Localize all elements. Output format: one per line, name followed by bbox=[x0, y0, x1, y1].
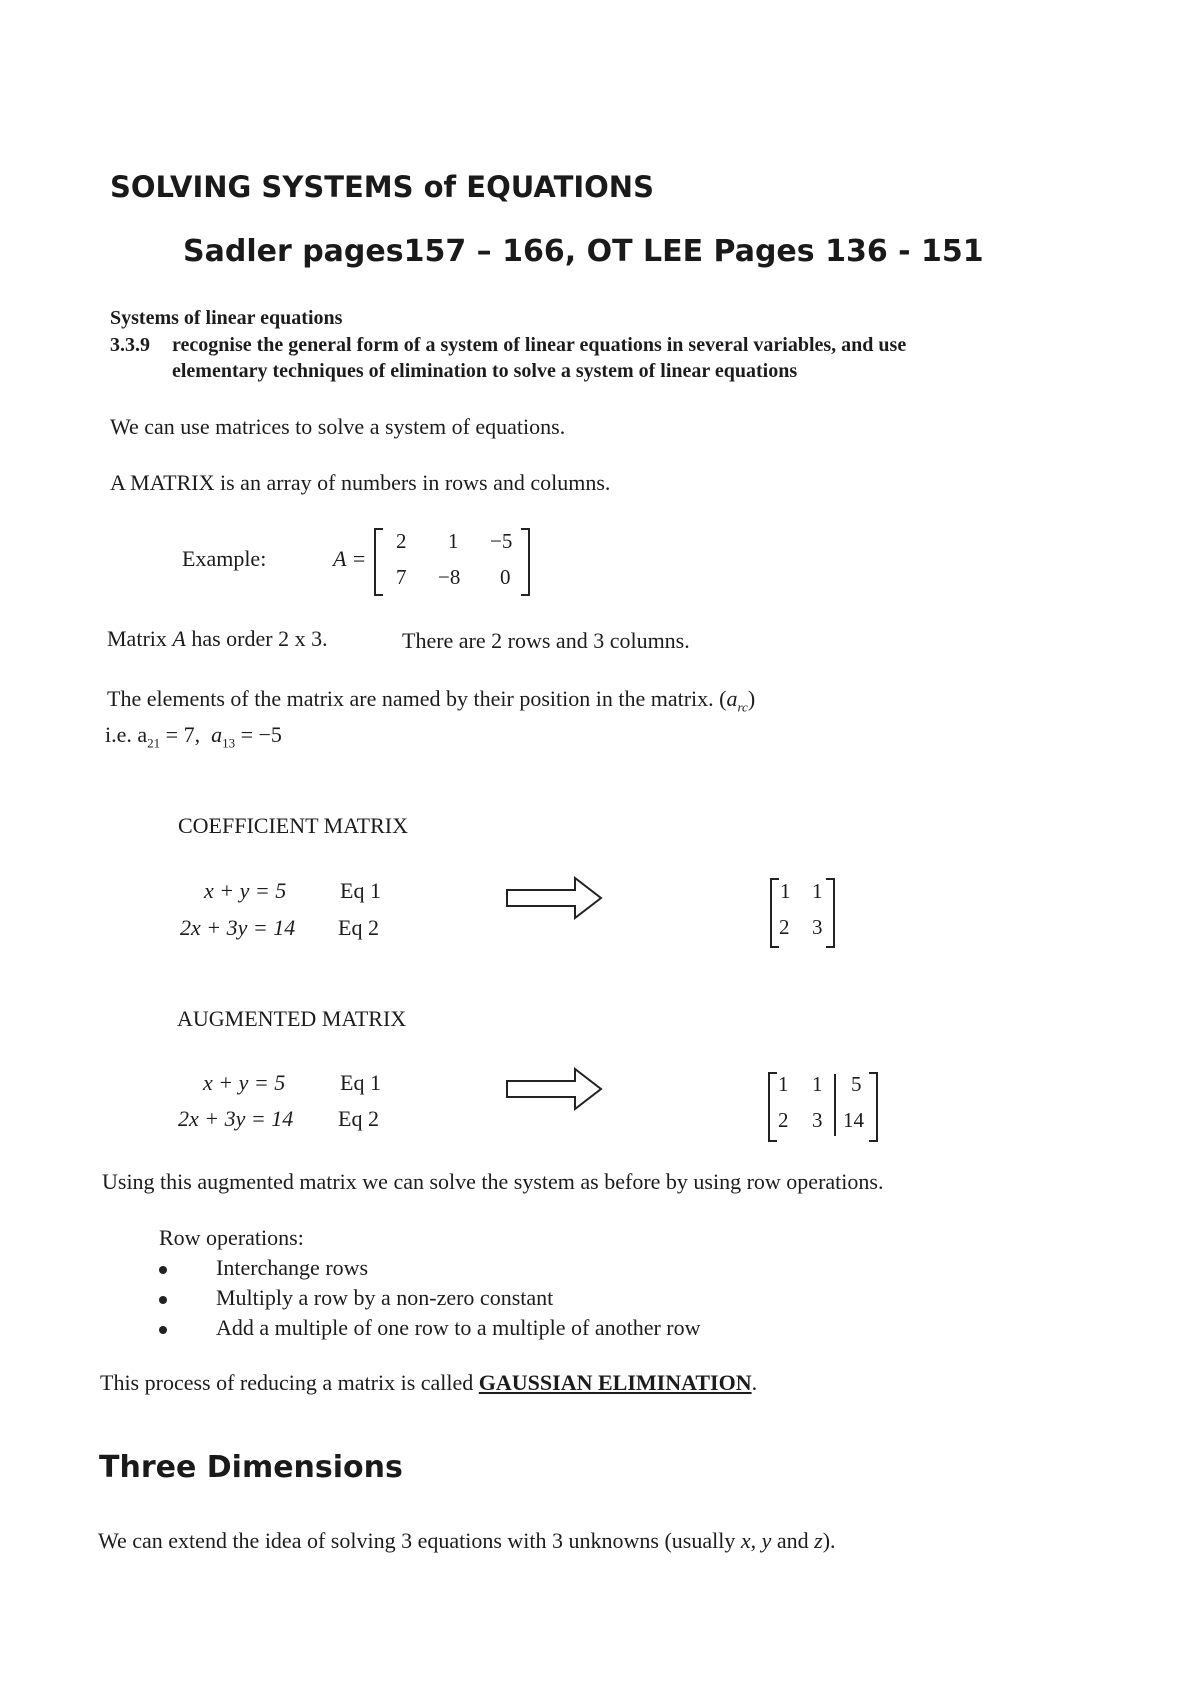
gaussian-elimination-text: This process of reducing a matrix is called GAUSSIAN ELIMINATION. bbox=[100, 1370, 758, 1395]
augmented-matrix-heading: AUGMENTED MATRIX bbox=[177, 1006, 407, 1031]
objective-code: 3.3.9 bbox=[110, 334, 150, 356]
row-operations-title: Row operations: bbox=[159, 1225, 304, 1250]
coefficient-eq-2: 2x + 3y = 14 bbox=[180, 915, 296, 940]
element-examples: i.e. $a_{21} = 7$, $a_{13} = -5$ bbox=[105, 722, 282, 751]
page-subtitle: Sadler pages157 – 166, OT LEE Pages 136 - 151 bbox=[183, 234, 984, 269]
matrix-cell: −8 bbox=[438, 565, 461, 589]
matrix-cell: 7 bbox=[396, 565, 407, 589]
element-naming-text: The elements of the matrix are named by their position in the matrix. $(a_{rc})$ bbox=[107, 686, 756, 715]
rows-columns-text: There are 2 rows and 3 columns. bbox=[402, 628, 690, 653]
left-bracket bbox=[770, 878, 779, 948]
left-bracket bbox=[768, 1072, 777, 1142]
coefficient-matrix-heading: COEFFICIENT MATRIX bbox=[178, 813, 409, 838]
page-title: SOLVING SYSTEMS of EQUATIONS bbox=[110, 170, 654, 204]
augmented-eq-1: x + y = 5 bbox=[203, 1070, 286, 1095]
matrix-definition: A MATRIX is an array of numbers in rows and columns. bbox=[110, 470, 611, 495]
list-item: Add a multiple of one row to a multiple of another row bbox=[216, 1315, 701, 1340]
bullet-icon bbox=[159, 1266, 167, 1274]
example-label: Example: bbox=[182, 546, 267, 571]
gaussian-elimination-term: GAUSSIAN ELIMINATION bbox=[478, 1370, 752, 1395]
matrix-cell: 3 bbox=[812, 915, 823, 939]
matrix-cell: 2 bbox=[396, 529, 407, 553]
bullet-icon bbox=[159, 1326, 167, 1334]
right-bracket bbox=[826, 878, 835, 948]
right-bracket bbox=[521, 528, 530, 596]
augmented-eq-2: 2x + 3y = 14 bbox=[178, 1106, 294, 1131]
augmented-eq-2-label: Eq 2 bbox=[338, 1106, 379, 1131]
matrix-cell: 2 bbox=[778, 1108, 789, 1132]
three-dimensions-text: We can extend the idea of solving 3 equations with 3 unknowns (usually x, y and z). bbox=[98, 1528, 836, 1553]
augmented-eq-1-label: Eq 1 bbox=[340, 1070, 381, 1095]
right-arrow-icon bbox=[505, 1067, 605, 1111]
objective-line-1: recognise the general form of a system of linear equations in several variables, and use bbox=[172, 334, 907, 356]
left-bracket bbox=[374, 528, 383, 596]
right-bracket bbox=[869, 1072, 878, 1142]
matrix-cell: 1 bbox=[448, 529, 459, 553]
matrix-cell: 1 bbox=[780, 879, 791, 903]
right-arrow-icon bbox=[505, 876, 605, 920]
objective-line-2: elementary techniques of elimination to solve a system of linear equations bbox=[172, 360, 798, 382]
objective-title: Systems of linear equations bbox=[110, 307, 343, 329]
matrix-cell: 1 bbox=[778, 1072, 789, 1096]
augment-divider bbox=[834, 1074, 836, 1136]
matrix-cell: 0 bbox=[500, 565, 511, 589]
matrix-cell: 3 bbox=[812, 1108, 823, 1132]
coefficient-eq-1-label: Eq 1 bbox=[340, 878, 381, 903]
matrix-cell: 2 bbox=[779, 915, 790, 939]
matrix-cell: −5 bbox=[490, 529, 513, 553]
bullet-icon bbox=[159, 1296, 167, 1304]
matrix-cell: 1 bbox=[812, 879, 823, 903]
example-matrix-lhs: A = bbox=[333, 546, 367, 571]
matrix-cell: 5 bbox=[851, 1072, 862, 1096]
list-item: Multiply a row by a non-zero constant bbox=[216, 1285, 554, 1310]
matrix-cell: 1 bbox=[812, 1072, 823, 1096]
matrix-order: Matrix A has order 2 x 3. bbox=[107, 626, 328, 651]
section-heading-three-dimensions: Three Dimensions bbox=[99, 1450, 403, 1485]
coefficient-eq-1: x + y = 5 bbox=[204, 878, 287, 903]
intro-text: We can use matrices to solve a system of equations. bbox=[110, 414, 566, 439]
matrix-cell: 14 bbox=[843, 1108, 864, 1132]
list-item: Interchange rows bbox=[216, 1255, 369, 1280]
augmented-usage-text: Using this augmented matrix we can solve the system as before by using row operations. bbox=[102, 1169, 884, 1194]
coefficient-eq-2-label: Eq 2 bbox=[338, 915, 379, 940]
